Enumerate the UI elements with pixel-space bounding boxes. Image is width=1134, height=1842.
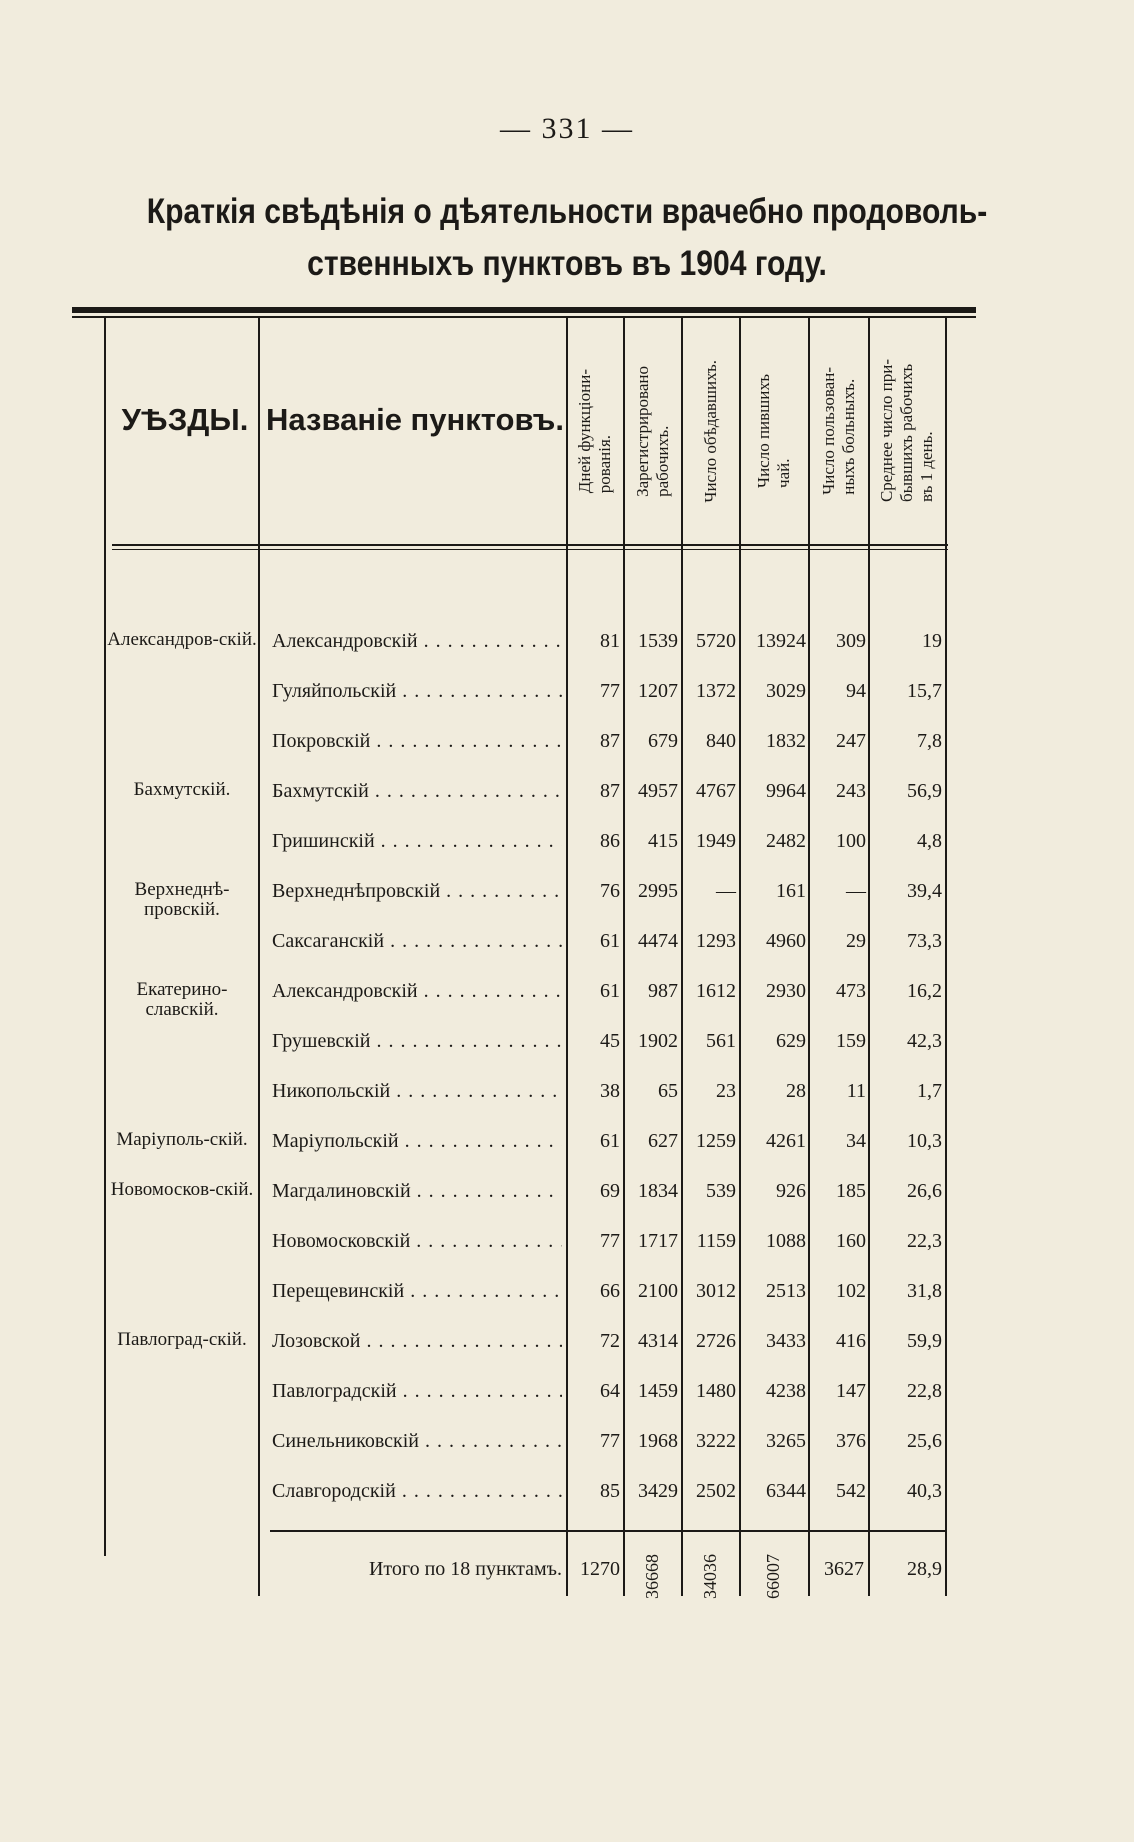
table-top-rule-thin bbox=[72, 316, 976, 318]
average-cell: 42,3 bbox=[907, 1030, 942, 1052]
tea-cell: 9964 bbox=[766, 780, 806, 802]
patients-cell: 542 bbox=[836, 1480, 866, 1502]
total-patients: 3627 bbox=[824, 1558, 864, 1580]
punkt-cell: Новомосковскій . . . bbox=[272, 1226, 562, 1256]
table-top-rule bbox=[72, 307, 976, 313]
patients-cell: 34 bbox=[846, 1130, 866, 1152]
patients-cell: 185 bbox=[836, 1180, 866, 1202]
total-days: 1270 bbox=[580, 1558, 620, 1580]
uezd-cell: Маріуполь-скій. bbox=[116, 1129, 248, 1150]
punkt-cell: Перещевинскій . . . bbox=[272, 1276, 562, 1306]
tea-cell: 2513 bbox=[766, 1280, 806, 1302]
table-row bbox=[0, 826, 1134, 856]
days-cell: 76 bbox=[600, 880, 620, 902]
days-cell: 38 bbox=[600, 1080, 620, 1102]
average-cell: 1,7 bbox=[917, 1080, 942, 1102]
tea-cell: 28 bbox=[786, 1080, 806, 1102]
average-cell: 39,4 bbox=[907, 880, 942, 902]
uezd-cell: Верхнеднѣ-провскій. bbox=[134, 879, 230, 920]
dined-cell: 2502 bbox=[696, 1480, 736, 1502]
header-uezdy: УѢЗДЫ. bbox=[121, 402, 249, 437]
patients-cell: 473 bbox=[836, 980, 866, 1002]
registered-cell: 4957 bbox=[638, 780, 678, 802]
days-cell: 61 bbox=[600, 980, 620, 1002]
registered-cell: 1717 bbox=[638, 1230, 678, 1252]
days-cell: 66 bbox=[600, 1280, 620, 1302]
registered-cell: 1207 bbox=[638, 680, 678, 702]
dined-cell: 4767 bbox=[696, 780, 736, 802]
table-row bbox=[0, 1376, 1134, 1406]
dined-cell: — bbox=[716, 880, 736, 902]
total-tea: 66007 bbox=[762, 1553, 783, 1599]
tea-cell: 926 bbox=[776, 1180, 806, 1202]
total-average: 28,9 bbox=[907, 1558, 942, 1580]
header-tea: Число пившихъ чай. bbox=[754, 374, 793, 488]
average-cell: 16,2 bbox=[907, 980, 942, 1002]
page-title bbox=[131, 186, 1003, 290]
days-cell: 45 bbox=[600, 1030, 620, 1052]
average-cell: 59,9 bbox=[907, 1330, 942, 1352]
tea-cell: 2482 bbox=[766, 830, 806, 852]
total-rule bbox=[270, 1530, 946, 1532]
dined-cell: 3222 bbox=[696, 1430, 736, 1452]
header-registered: Зарегистрировано рабочихъ. bbox=[632, 365, 672, 497]
days-cell: 64 bbox=[600, 1380, 620, 1402]
average-cell: 15,7 bbox=[907, 680, 942, 702]
tea-cell: 3029 bbox=[766, 680, 806, 702]
registered-cell: 1834 bbox=[638, 1180, 678, 1202]
header-bottom-rule bbox=[112, 544, 948, 546]
punkt-cell: Верхнеднѣпровскій . . . bbox=[272, 876, 562, 906]
average-cell: 56,9 bbox=[907, 780, 942, 802]
dined-cell: 561 bbox=[706, 1030, 736, 1052]
total-dined: 34036 bbox=[699, 1553, 720, 1599]
average-cell: 22,8 bbox=[907, 1380, 942, 1402]
total-registered: 36668 bbox=[641, 1553, 662, 1599]
title-line-2: ственныхъ пунктовъ въ 1904 году. bbox=[307, 244, 827, 283]
days-cell: 77 bbox=[600, 1430, 620, 1452]
uezd-cell: Бахмутскій. bbox=[133, 779, 231, 800]
uezd-cell: Екатерино-славскій. bbox=[136, 979, 228, 1020]
registered-cell: 2995 bbox=[638, 880, 678, 902]
table-row bbox=[0, 976, 1134, 1020]
dined-cell: 1159 bbox=[696, 1230, 736, 1252]
registered-cell: 1459 bbox=[638, 1380, 678, 1402]
header-average: Среднее число при- бывшихъ рабочихъ въ 1 день. bbox=[877, 359, 936, 503]
days-cell: 87 bbox=[600, 780, 620, 802]
average-cell: 73,3 bbox=[907, 930, 942, 952]
tea-cell: 4238 bbox=[766, 1380, 806, 1402]
table-row bbox=[0, 1276, 1134, 1306]
average-cell: 22,3 bbox=[907, 1230, 942, 1252]
table-row bbox=[0, 1026, 1134, 1056]
dined-cell: 1259 bbox=[696, 1130, 736, 1152]
dined-cell: 1480 bbox=[696, 1380, 736, 1402]
patients-cell: 160 bbox=[836, 1230, 866, 1252]
table-row bbox=[0, 1426, 1134, 1456]
average-cell: 26,6 bbox=[907, 1180, 942, 1202]
days-cell: 77 bbox=[600, 680, 620, 702]
days-cell: 72 bbox=[600, 1330, 620, 1352]
uezd-cell: Новомосков-скій. bbox=[110, 1179, 254, 1200]
punkt-cell: Лозовской . . . bbox=[272, 1326, 562, 1356]
average-cell: 4,8 bbox=[917, 830, 942, 852]
page-number: — 331 — bbox=[500, 112, 634, 145]
days-cell: 77 bbox=[600, 1230, 620, 1252]
patients-cell: 94 bbox=[846, 680, 866, 702]
table-row bbox=[0, 776, 1134, 806]
registered-cell: 1902 bbox=[638, 1030, 678, 1052]
table-row bbox=[0, 1326, 1134, 1356]
table-row bbox=[0, 1476, 1134, 1506]
punkt-cell: Саксаганскій . . . bbox=[272, 926, 562, 956]
table-row bbox=[0, 1226, 1134, 1256]
uezd-cell: Александров-скій. bbox=[107, 629, 257, 650]
punkt-cell: Покровскій . . . bbox=[272, 726, 562, 756]
dined-cell: 2726 bbox=[696, 1330, 736, 1352]
average-cell: 31,8 bbox=[907, 1280, 942, 1302]
header-punkty: Названіе пунктовъ. bbox=[266, 402, 564, 437]
header-dined: Число обѣдавшихъ. bbox=[700, 359, 720, 503]
tea-cell: 4261 bbox=[766, 1130, 806, 1152]
table-row bbox=[0, 676, 1134, 706]
patients-cell: 100 bbox=[836, 830, 866, 852]
punkt-cell: Магдалиновскій . . . bbox=[272, 1176, 562, 1206]
days-cell: 86 bbox=[600, 830, 620, 852]
dined-cell: 3012 bbox=[696, 1280, 736, 1302]
dined-cell: 1293 bbox=[696, 930, 736, 952]
tea-cell: 13924 bbox=[756, 630, 806, 652]
patients-cell: 159 bbox=[836, 1030, 866, 1052]
registered-cell: 4314 bbox=[638, 1330, 678, 1352]
punkt-cell: Александровскій . . . bbox=[272, 976, 562, 1006]
days-cell: 81 bbox=[600, 630, 620, 652]
tea-cell: 4960 bbox=[766, 930, 806, 952]
header-days: Дней функціони- рованія. bbox=[575, 368, 614, 494]
punkt-cell: Грушевскій . . . bbox=[272, 1026, 562, 1056]
days-cell: 61 bbox=[600, 1130, 620, 1152]
table-row bbox=[0, 926, 1134, 956]
tea-cell: 3265 bbox=[766, 1430, 806, 1452]
registered-cell: 627 bbox=[648, 1130, 678, 1152]
dined-cell: 1612 bbox=[696, 980, 736, 1002]
table-row bbox=[0, 1076, 1134, 1106]
tea-cell: 1832 bbox=[766, 730, 806, 752]
registered-cell: 1968 bbox=[638, 1430, 678, 1452]
patients-cell: 243 bbox=[836, 780, 866, 802]
dined-cell: 840 bbox=[706, 730, 736, 752]
header-patients: Число пользован- ныхъ больныхъ. bbox=[818, 367, 858, 495]
average-cell: 19 bbox=[922, 630, 942, 652]
punkt-cell: Павлоградскій . . . bbox=[272, 1376, 562, 1406]
average-cell: 7,8 bbox=[917, 730, 942, 752]
registered-cell: 679 bbox=[648, 730, 678, 752]
dined-cell: 539 bbox=[706, 1180, 736, 1202]
tea-cell: 2930 bbox=[766, 980, 806, 1002]
punkt-cell: Никопольскій . . . bbox=[272, 1076, 562, 1106]
registered-cell: 4474 bbox=[638, 930, 678, 952]
punkt-cell: Бахмутскій . . . bbox=[272, 776, 562, 806]
patients-cell: 11 bbox=[846, 1080, 866, 1102]
uezd-cell: Павлоград-скій. bbox=[117, 1329, 247, 1350]
total-label: Итого по 18 пунктамъ. bbox=[368, 1558, 562, 1580]
registered-cell: 1539 bbox=[638, 630, 678, 652]
tea-cell: 1088 bbox=[766, 1230, 806, 1252]
dined-cell: 1372 bbox=[696, 680, 736, 702]
punkt-cell: Славгородскій . . . bbox=[272, 1476, 562, 1506]
punkt-cell: Синельниковскій . . . bbox=[272, 1426, 562, 1456]
days-cell: 85 bbox=[600, 1480, 620, 1502]
registered-cell: 65 bbox=[658, 1080, 678, 1102]
dined-cell: 5720 bbox=[696, 630, 736, 652]
patients-cell: 309 bbox=[836, 630, 866, 652]
patients-cell: 376 bbox=[836, 1430, 866, 1452]
punkt-cell: Маріупольскій . . . bbox=[272, 1126, 562, 1156]
table-row bbox=[0, 726, 1134, 756]
average-cell: 25,6 bbox=[907, 1430, 942, 1452]
dined-cell: 23 bbox=[716, 1080, 736, 1102]
tea-cell: 3433 bbox=[766, 1330, 806, 1352]
patients-cell: 102 bbox=[836, 1280, 866, 1302]
dined-cell: 1949 bbox=[696, 830, 736, 852]
patients-cell: 147 bbox=[836, 1380, 866, 1402]
days-cell: 61 bbox=[600, 930, 620, 952]
registered-cell: 987 bbox=[648, 980, 678, 1002]
patients-cell: 29 bbox=[846, 930, 866, 952]
days-cell: 69 bbox=[600, 1180, 620, 1202]
registered-cell: 3429 bbox=[638, 1480, 678, 1502]
punkt-cell: Александровскій . . . bbox=[272, 626, 562, 656]
tea-cell: 6344 bbox=[766, 1480, 806, 1502]
patients-cell: 247 bbox=[836, 730, 866, 752]
tea-cell: 161 bbox=[776, 880, 806, 902]
average-cell: 10,3 bbox=[907, 1130, 942, 1152]
registered-cell: 2100 bbox=[638, 1280, 678, 1302]
table-row bbox=[0, 1126, 1134, 1156]
average-cell: 40,3 bbox=[907, 1480, 942, 1502]
table-row bbox=[0, 626, 1134, 656]
title-line-1: Краткія свѣдѣнія о дѣятельности врачебно продоволь- bbox=[146, 192, 988, 231]
registered-cell: 415 bbox=[648, 830, 678, 852]
punkt-cell: Гришинскій . . . bbox=[272, 826, 562, 856]
punkt-cell: Гуляйпольскій . . . bbox=[272, 676, 562, 706]
header-bottom-rule-thin bbox=[112, 549, 948, 550]
tea-cell: 629 bbox=[776, 1030, 806, 1052]
table-row bbox=[0, 1176, 1134, 1206]
patients-cell: — bbox=[846, 880, 866, 902]
patients-cell: 416 bbox=[836, 1330, 866, 1352]
table-row bbox=[0, 876, 1134, 920]
days-cell: 87 bbox=[600, 730, 620, 752]
